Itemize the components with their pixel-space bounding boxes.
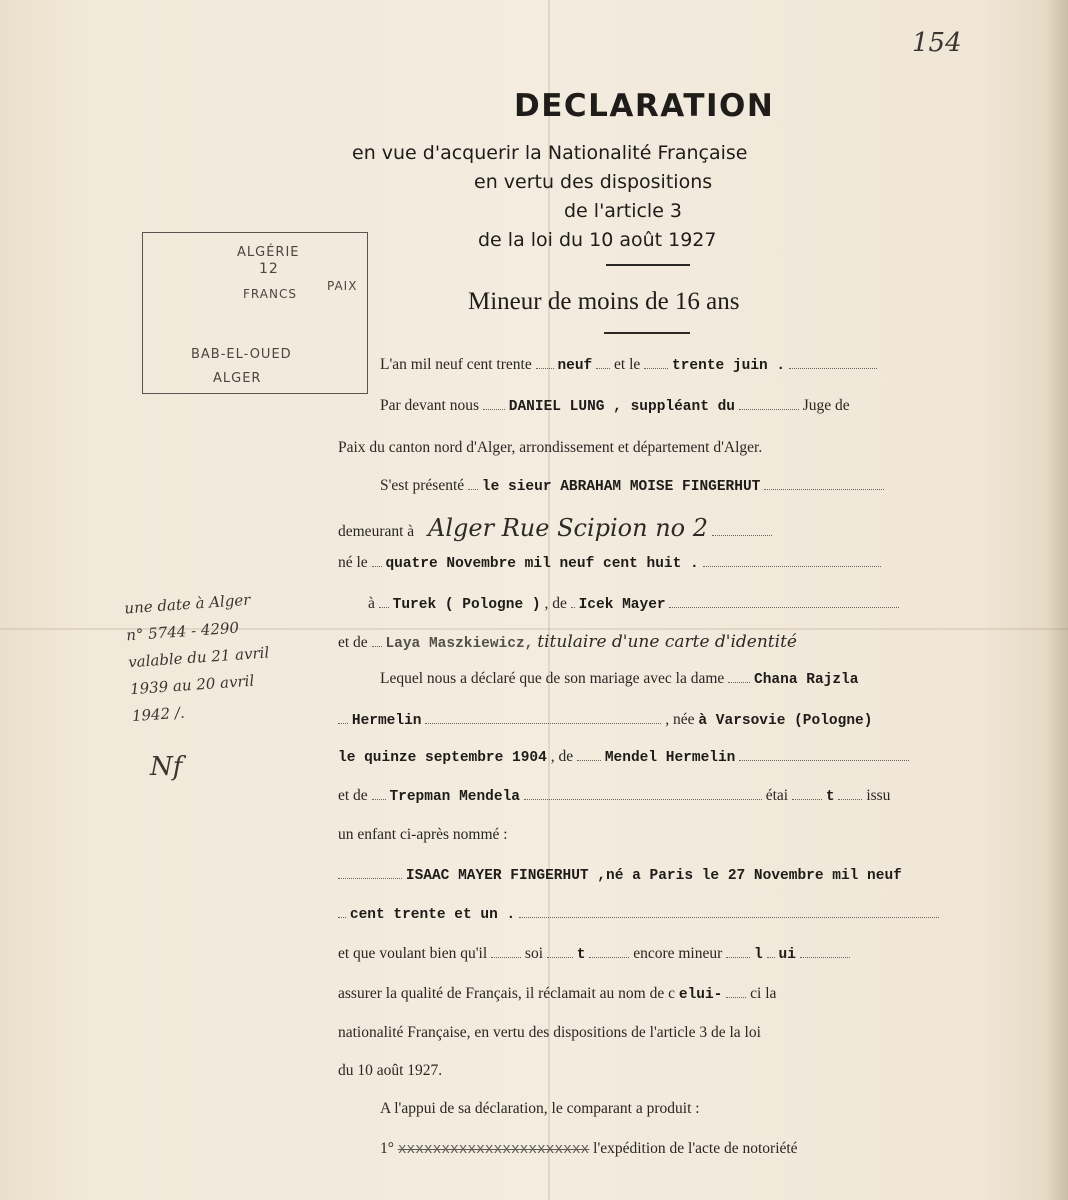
form-line-marriage: Lequel nous a déclaré que de son mariage avec la dame Chana Rajzla — [380, 670, 859, 688]
field-declarant-name: le sieur ABRAHAM MOISE FINGERHUT — [481, 479, 761, 495]
field-child-birth: cent trente et un . — [349, 907, 516, 923]
header-line-1: en vue d'acquerir la Nationalité Française — [352, 142, 748, 164]
field-judge: DANIEL LUNG , suppléant du — [508, 399, 736, 415]
field-spouse-father: Mendel Hermelin — [604, 750, 736, 766]
form-line-child-1 — [338, 866, 902, 884]
form-line-child-2 — [338, 905, 939, 923]
field-spouse-birth-place: à Varsovie (Pologne) — [698, 713, 873, 729]
stamp-text: BAB-EL-OUED — [191, 347, 292, 362]
subtitle-divider — [604, 332, 690, 334]
header-line-2: en vertu des dispositions — [474, 171, 713, 193]
field-spouse-mother: Trepman Mendela — [389, 789, 520, 805]
field-child-name: ISAAC MAYER FINGERHUT ,né a Paris le 27 Novembre mil neuf — [405, 868, 902, 884]
field-father: Icek Mayer — [578, 597, 666, 613]
field-birth-date: quatre Novembre mil neuf cent huit . — [385, 556, 699, 572]
form-line-spouse-mother: et de Trepman Mendela étai t issu — [338, 787, 891, 805]
field-spouse-birth-date: le quinze septembre 1904 — [338, 750, 547, 766]
form-line-address: demeurant à Alger Rue Scipion no 2 — [338, 514, 772, 542]
struck-text: xxxxxxxxxxxxxxxxxxxxxx — [397, 1142, 590, 1158]
field-spouse-last-name: Hermelin — [351, 713, 422, 729]
stamp-text: ALGER — [213, 371, 262, 386]
header-divider — [606, 264, 690, 266]
page-number: 154 — [912, 28, 962, 58]
margin-note-handwritten: une date à Alger n° 5744 - 4290 valable du 21 avril 1939 au 20 avril 1942 /. — [123, 590, 270, 726]
form-line-canton: Paix du canton nord d'Alger, arrondissement et département d'Alger. — [338, 439, 763, 456]
form-line-spouse: Hermelin , née à Varsovie (Pologne) — [338, 711, 872, 729]
page-edge-shadow — [1046, 0, 1068, 1200]
official-stamp — [142, 232, 368, 394]
form-line-nationality: nationalité Française, en vertu des dispositions de l'article 3 de la loi — [338, 1024, 761, 1041]
stamp-text: PAIX — [327, 279, 358, 293]
form-line-birth-place: à Turek ( Pologne ) , de Icek Mayer — [338, 595, 899, 613]
form-line-spouse-birth: le quinze septembre 1904 , de Mendel Hermelin — [338, 748, 909, 766]
header-line-4: de la loi du 10 août 1927 — [478, 229, 717, 251]
stamp-text: ALGÉRIE — [237, 245, 300, 260]
stamp-text: FRANCS — [243, 287, 297, 301]
initials-signature: Nf — [150, 752, 183, 782]
field-mother: Laya Maszkiewicz, — [385, 636, 534, 652]
form-line-birth-date: né le quatre Novembre mil neuf cent huit . — [338, 554, 881, 572]
field-day: trente juin . — [672, 358, 786, 374]
form-line-law-date: du 10 août 1927. — [338, 1062, 443, 1079]
header-line-3: de l'article 3 — [564, 200, 683, 222]
field-spouse-first-name: Chana Rajzla — [754, 672, 859, 688]
form-line-declarant: S'est présenté le sieur ABRAHAM MOISE FINGERHUT — [380, 477, 884, 495]
field-birth-place: Turek ( Pologne ) — [392, 597, 541, 613]
document-title: DECLARATION — [514, 88, 775, 124]
stamp-text: 12 — [259, 261, 279, 277]
field-year: neuf — [557, 358, 593, 374]
form-line-evidence-1: 1° xxxxxxxxxxxxxxxxxxxxxx l'expédition de l'acte de notoriété — [380, 1140, 798, 1158]
form-line-date: L'an mil neuf cent trente neuf et le trente juin . — [380, 356, 877, 374]
form-line-mother: et de Laya Maszkiewicz, titulaire d'une carte d'identité — [338, 632, 797, 652]
field-id-card-handwritten: titulaire d'une carte d'identité — [537, 632, 797, 652]
form-line-wish: et que voulant bien qu'il soi t encore mineur l ui — [338, 945, 850, 963]
field-address-handwritten: Alger Rue Scipion no 2 — [428, 514, 709, 542]
form-line-evidence: A l'appui de sa déclaration, le comparant a produit : — [380, 1100, 700, 1117]
form-line-child-intro: un enfant ci-après nommé : — [338, 826, 508, 843]
document-subtitle: Mineur de moins de 16 ans — [468, 288, 740, 315]
form-line-judge: Par devant nous DANIEL LUNG , suppléant du Juge de — [380, 397, 850, 415]
form-line-claim: assurer la qualité de Français, il réclamait au nom de c elui- ci la — [338, 985, 777, 1003]
